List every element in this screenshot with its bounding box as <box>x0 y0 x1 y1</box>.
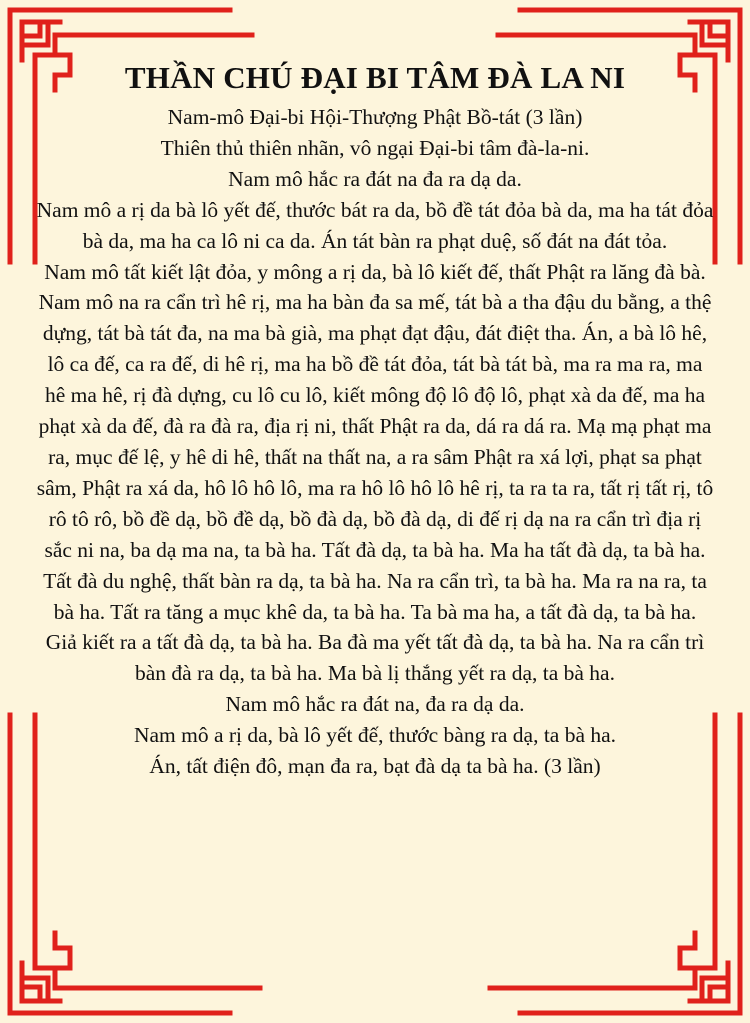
text-paragraph: Án, tất điện đô, mạn đa ra, bạt đà dạ ta bà ha. (3 lần) <box>149 754 601 779</box>
text-paragraph: Nam mô a rị da bà lô yết đế, thước bát ra da, bồ đề tát đỏa bà da, ma ha tát đỏa bà da, ma ha ca lô ni ca da. Án tát bàn ra phạt duệ, số đát na đát tỏa. <box>36 197 714 253</box>
text-paragraph: Nam mô tất kiết lật đỏa, y mông a rị da, bà lô kiết đế, thất Phật ra lăng đà bà. <box>44 259 706 284</box>
text-paragraph: Nam mô hắc ra đát na đa ra dạ da. <box>228 166 522 191</box>
text-paragraph: Nam mô na ra cẩn trì hê rị, ma ha bàn đa sa mế, tát bà a tha đậu du bằng, a thệ dựng, tát bà tát đa, na ma bà già, ma phạt đạt đậu, đát điệt tha. Án, a bà lô hê, lô ca đế, ca ra đế, di hê rị, ma ha bồ đề tát đỏa, tát bà tát bà, ma ra ma ra, ma hê ma hê, rị đà dựng, cu lô cu lô, kiết mông độ lô độ lô, phạt xà da đế, ma ha phạt xà da đế, đà ra đà ra, địa rị ni, thất Phật ra da, dá ra dá ra. Mạ mạ phạt ma ra, mục đế lệ, y hê di hê, thất na thất na, a ra sâm Phật ra xá lợi, phạt sa phạt sâm, Phật ra xá da, hô lô hô lô, ma ra hô lô hô lô hê rị, ta ra ta ra, tất rị tất rị, tô rô tô rô, bồ đề dạ, bồ đề dạ, bồ đà dạ, bồ đà dạ, di đế rị dạ na ra cẩn trì địa rị sắc ni na, ba dạ ma na, ta bà ha. Tất đà dạ, ta bà ha. Ma ha tất đà dạ, ta bà ha. Tất đà du nghệ, thất bàn ra dạ, ta bà ha. Na ra cẩn trì, ta bà ha. Ma ra na ra, ta bà ha. Tất ra tăng a mục khê da, ta bà ha. Ta bà ma ha, a tất đà dạ, ta bà ha. Giả kiết ra a tất đà dạ, ta bà ha. Ba đà ma yết tất đà dạ, ta bà ha. Na ra cẩn trì bàn đà ra dạ, ta bà ha. Ma bà lị thắng yết ra dạ, ta bà ha. <box>36 290 714 686</box>
text-paragraph: Nam mô a rị da, bà lô yết đế, thước bàng ra dạ, ta bà ha. <box>133 723 617 748</box>
text-paragraph: Nam-mô Đại-bi Hội-Thượng Phật Bồ-tát (3 lần) <box>167 105 583 129</box>
mantra-text-block <box>36 58 714 782</box>
page-title: THẦN CHÚ ĐẠI BI TÂM ĐÀ LA NI <box>124 60 626 95</box>
text-paragraph: Thiên thủ thiên nhãn, vô ngại Đại-bi tâm đà-la-ni. <box>160 135 590 160</box>
text-paragraph: Nam mô hắc ra đát na, đa ra dạ da. <box>225 692 525 717</box>
